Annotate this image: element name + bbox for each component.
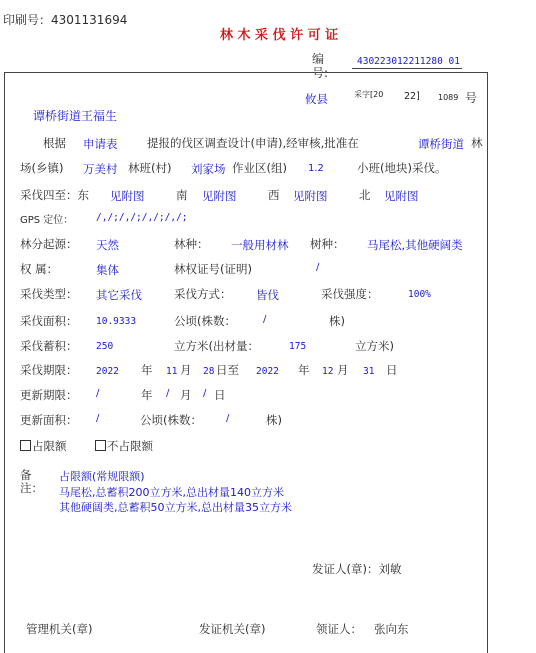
- remarks-line-3: 其他硬阔类,总蓄积50立方米,总出材量35立方米: [59, 501, 292, 514]
- receiver-name: 张向东: [374, 622, 409, 636]
- print-number: 印刷号：4301131694: [3, 13, 128, 27]
- type-value: 其它采伐: [96, 288, 142, 302]
- area-value: 10.9333: [96, 316, 137, 327]
- remarks-line-2: 马尾松,总蓄积200立方米,总出材量140立方米: [59, 486, 284, 499]
- renew-area-label: 更新面积：: [20, 413, 78, 427]
- quota-occupy[interactable]: [20, 438, 67, 454]
- remarks-label-top: 备: [20, 468, 32, 482]
- period-start-day: 28: [203, 366, 215, 377]
- intensity-label: 采伐强度：: [321, 287, 379, 301]
- renew-period-ri: 日: [214, 388, 226, 402]
- place-town-label: 场(乡镇): [20, 161, 64, 175]
- forest-cert-label: 林权证号(证明): [174, 262, 252, 276]
- volume-close: 立方米): [355, 339, 394, 353]
- period-end-yue: 月: [337, 363, 349, 377]
- issuer-year: 22]: [404, 91, 420, 102]
- period-start-nian: 年: [141, 363, 153, 377]
- boundary-south: 见附图: [202, 189, 237, 203]
- basis-label: 根据: [43, 136, 66, 150]
- period-end-day: 31: [363, 366, 375, 377]
- renew-area-unit: 公顷(株数：: [140, 413, 202, 427]
- period-end-nian: 年: [298, 363, 310, 377]
- remarks-label-bottom: 注：: [20, 481, 43, 495]
- type-label: 采伐类型：: [20, 287, 78, 301]
- forest-kind-label: 林种：: [174, 237, 209, 251]
- quota-not-occupy-checkbox[interactable]: [95, 440, 106, 451]
- quota-not-occupy-label: 不占限额: [107, 439, 153, 453]
- quota-occupy-checkbox[interactable]: [20, 440, 31, 451]
- boundary-west: 见附图: [293, 189, 328, 203]
- issuer-prefix: 采字[20: [354, 90, 384, 99]
- renew-area-close: 株): [266, 413, 282, 427]
- serial-underline: [352, 68, 462, 69]
- basis-town: 谭桥街道: [418, 137, 464, 151]
- renew-area-count: /: [226, 413, 230, 424]
- period-start-ri: 日至: [216, 363, 239, 377]
- renew-period-nian: 年: [141, 388, 153, 402]
- period-start-year: 2022: [96, 366, 119, 377]
- species-value: 马尾松,其他硬阔类: [367, 238, 463, 252]
- boundary-south-label: 南: [176, 188, 188, 202]
- issuer-number: 1089: [438, 93, 459, 102]
- period-start-yue: 月: [180, 363, 192, 377]
- ownership-value: 集体: [96, 263, 119, 277]
- applicant-name: 谭桥街道王福生: [33, 109, 118, 123]
- renew-period-yue: 月: [180, 388, 192, 402]
- quota-not-occupy[interactable]: [95, 438, 153, 454]
- period-end-month: 12: [322, 366, 334, 377]
- area-close: 株): [329, 314, 345, 328]
- basis-lin: 林: [471, 136, 483, 150]
- method-value: 皆伐: [256, 288, 279, 302]
- place-group: 刘家场: [191, 162, 226, 176]
- place-zone: 1.2: [308, 163, 324, 174]
- forest-kind: 一般用材林: [231, 238, 289, 252]
- area-label: 采伐面积：: [20, 314, 78, 328]
- forest-cert-value: /: [316, 262, 320, 273]
- issuer-county: 攸县: [305, 92, 328, 106]
- serial-number: 430223012211280 01: [357, 56, 460, 67]
- boundary-east: 见附图: [110, 189, 145, 203]
- period-end-ri: 日: [386, 363, 398, 377]
- area-count: /: [263, 314, 267, 325]
- boundary-north: 见附图: [384, 189, 419, 203]
- ownership-label: 权 属：: [20, 262, 59, 276]
- volume-yield: 175: [289, 341, 307, 352]
- remarks-line-1: 占限额(常规限额): [59, 470, 145, 483]
- renew-area-value: /: [96, 413, 100, 424]
- management-agency: 管理机关(章): [26, 622, 93, 636]
- period-label: 采伐期限：: [20, 363, 78, 377]
- origin-label: 林分起源：: [20, 237, 78, 251]
- boundary-label: 采伐四至：东: [20, 188, 89, 202]
- period-start-month: 11: [166, 366, 178, 377]
- issuer-hao: 号: [465, 91, 478, 105]
- gps-value: /,/;/,/;/,/;/,/;: [96, 212, 188, 223]
- volume-value: 250: [96, 341, 114, 352]
- boundary-north-label: 北: [359, 188, 371, 202]
- place-village: 万美村: [83, 162, 118, 176]
- renew-period-day: /: [203, 388, 207, 399]
- basis-document: 申请表: [83, 137, 118, 151]
- quota-occupy-label: 占限额: [32, 439, 67, 453]
- issuing-agency: 发证机关(章): [199, 622, 266, 636]
- method-label: 采伐方式：: [174, 287, 232, 301]
- volume-label: 采伐蓄积：: [20, 339, 78, 353]
- area-unit: 公顷(株数：: [174, 314, 236, 328]
- origin-value: 天然: [96, 238, 119, 252]
- period-end-year: 2022: [256, 366, 279, 377]
- receiver-label: 领证人：: [316, 622, 362, 636]
- serial-label: 编号:: [312, 52, 329, 80]
- page-title: 林 木 采 伐 许 可 证: [220, 28, 339, 43]
- place-zone-label: 小班(地块)采伐。: [357, 161, 447, 175]
- renew-period-label: 更新期限：: [20, 388, 78, 402]
- gps-label: GPS 定位：: [20, 215, 74, 226]
- intensity-value: 100%: [408, 289, 431, 300]
- volume-unit: 立方米(出材量：: [174, 339, 259, 353]
- place-group-label: 作业区(组): [232, 161, 287, 175]
- renew-period-year: /: [96, 388, 100, 399]
- place-village-label: 林班(村): [128, 161, 172, 175]
- renew-period-month: /: [166, 388, 170, 399]
- boundary-west-label: 西: [268, 188, 280, 202]
- species-label: 树种：: [310, 237, 345, 251]
- certifier: 发证人(章)：刘敏: [312, 562, 402, 576]
- basis-text: 提报的伐区调查设计(申请),经审核,批准在: [147, 136, 359, 150]
